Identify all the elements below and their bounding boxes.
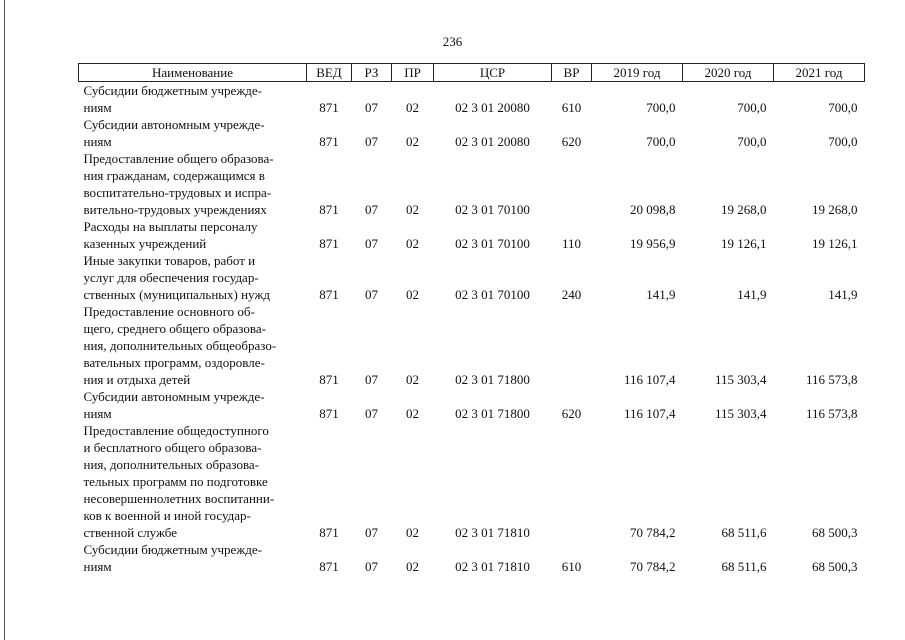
row-pr: 02 <box>406 406 419 421</box>
row-2020: 141,9 <box>737 287 767 302</box>
row-ved: 871 <box>319 100 339 115</box>
row-rz: 07 <box>365 236 378 251</box>
row-2020: 68 511,6 <box>721 559 767 574</box>
table-row <box>79 422 865 541</box>
row-2020: 19 126,1 <box>721 236 767 251</box>
row-pr: 02 <box>406 134 419 149</box>
header-vr: ВР <box>552 64 592 82</box>
row-2019: 700,0 <box>646 100 676 115</box>
row-csr: 02 3 01 70100 <box>455 202 530 217</box>
row-ved: 871 <box>319 287 339 302</box>
table-row <box>79 541 865 575</box>
page-edge-line <box>4 0 5 640</box>
row-name: Иные закупки товаров, работ и услуг для обеспечения государ- ственных (муниципальных) нужд <box>83 253 270 302</box>
row-2020: 115 303,4 <box>714 406 767 421</box>
header-name: Наименование <box>79 64 307 82</box>
row-name: Субсидии автономным учрежде- ниям <box>83 117 265 149</box>
row-vr <box>552 303 592 388</box>
row-name: Субсидии бюджетным учрежде- ниям <box>83 83 263 115</box>
row-2019: 19 956,9 <box>630 236 676 251</box>
row-2019: 70 784,2 <box>630 525 676 540</box>
row-pr: 02 <box>406 559 419 574</box>
row-2019: 20 098,8 <box>630 202 676 217</box>
row-pr: 02 <box>406 525 419 540</box>
row-rz: 07 <box>365 100 378 115</box>
row-vr: 110 <box>561 236 582 251</box>
row-name: Предоставление общего образова- ния гражданам, содержащимся в воспитательно-трудовых и испра- вительно-трудовых учреждениях <box>83 151 274 217</box>
row-csr: 02 3 01 20080 <box>455 100 530 115</box>
header-2021: 2021 год <box>774 64 865 82</box>
row-2021: 68 500,3 <box>812 559 858 574</box>
row-pr: 02 <box>406 100 419 115</box>
row-2021: 68 500,3 <box>812 525 858 540</box>
row-2021: 116 573,8 <box>805 406 858 421</box>
row-vr <box>552 150 592 218</box>
row-vr: 620 <box>561 406 582 421</box>
row-rz: 07 <box>365 525 378 540</box>
header-csr: ЦСР <box>434 64 552 82</box>
table-row <box>79 150 865 218</box>
row-2019: 116 107,4 <box>623 406 676 421</box>
row-vr <box>552 422 592 541</box>
row-csr: 02 3 01 71800 <box>455 372 530 387</box>
row-ved: 871 <box>319 559 339 574</box>
header-2020: 2020 год <box>683 64 774 82</box>
row-ved: 871 <box>319 372 339 387</box>
row-ved: 871 <box>319 525 339 540</box>
row-csr: 02 3 01 71800 <box>455 406 530 421</box>
header-pr: ПР <box>392 64 434 82</box>
row-vr: 610 <box>561 559 582 574</box>
row-name: Субсидии автономным учрежде- ниям <box>83 389 265 421</box>
row-name: Субсидии бюджетным учрежде- ниям <box>83 542 263 574</box>
row-vr: 240 <box>561 287 582 302</box>
row-name: Расходы на выплаты персоналу казенных учреждений <box>83 219 258 251</box>
row-2019: 141,9 <box>646 287 676 302</box>
row-2020: 700,0 <box>737 100 767 115</box>
row-rz: 07 <box>365 406 378 421</box>
header-ved: ВЕД <box>307 64 352 82</box>
table-row <box>79 303 865 388</box>
row-2021: 141,9 <box>828 287 858 302</box>
row-csr: 02 3 01 71810 <box>455 525 530 540</box>
header-2019: 2019 год <box>592 64 683 82</box>
row-rz: 07 <box>365 559 378 574</box>
row-2021: 700,0 <box>828 100 858 115</box>
row-2021: 116 573,8 <box>805 372 858 387</box>
row-pr: 02 <box>406 236 419 251</box>
table-row <box>79 218 865 252</box>
table-row <box>79 82 865 117</box>
row-name: Предоставление основного об- щего, среднего общего образова- ния, дополнительных общеобразо- вательных программ, оздоровле- ния и отдыха детей <box>83 304 277 387</box>
row-2019: 70 784,2 <box>630 559 676 574</box>
row-2019: 700,0 <box>646 134 676 149</box>
row-csr: 02 3 01 71810 <box>455 559 530 574</box>
table-header-row <box>79 64 865 82</box>
row-2020: 19 268,0 <box>721 202 767 217</box>
row-ved: 871 <box>319 406 339 421</box>
row-2021: 19 268,0 <box>812 202 858 217</box>
row-2020: 68 511,6 <box>721 525 767 540</box>
row-vr: 620 <box>561 134 582 149</box>
row-pr: 02 <box>406 372 419 387</box>
page-number: 236 <box>442 34 463 49</box>
row-2021: 700,0 <box>828 134 858 149</box>
budget-table <box>78 63 865 575</box>
row-rz: 07 <box>365 287 378 302</box>
table-row <box>79 388 865 422</box>
row-2019: 116 107,4 <box>623 372 676 387</box>
row-pr: 02 <box>406 202 419 217</box>
row-ved: 871 <box>319 134 339 149</box>
header-rz: РЗ <box>352 64 392 82</box>
row-vr: 610 <box>561 100 582 115</box>
row-ved: 871 <box>319 236 339 251</box>
row-ved: 871 <box>319 202 339 217</box>
row-pr: 02 <box>406 287 419 302</box>
row-rz: 07 <box>365 372 378 387</box>
row-rz: 07 <box>365 202 378 217</box>
table-row <box>79 116 865 150</box>
row-2020: 700,0 <box>737 134 767 149</box>
row-rz: 07 <box>365 134 378 149</box>
table-row <box>79 252 865 303</box>
row-2020: 115 303,4 <box>714 372 767 387</box>
row-name: Предоставление общедоступного и бесплатного общего образова- ния, дополнительных образова- тельных программ по подготовке несовершеннолетних воспитанни- ков к военной и иной государ- ственной службе <box>83 423 275 540</box>
row-2021: 19 126,1 <box>812 236 858 251</box>
row-csr: 02 3 01 70100 <box>455 236 530 251</box>
row-csr: 02 3 01 20080 <box>455 134 530 149</box>
row-csr: 02 3 01 70100 <box>455 287 530 302</box>
